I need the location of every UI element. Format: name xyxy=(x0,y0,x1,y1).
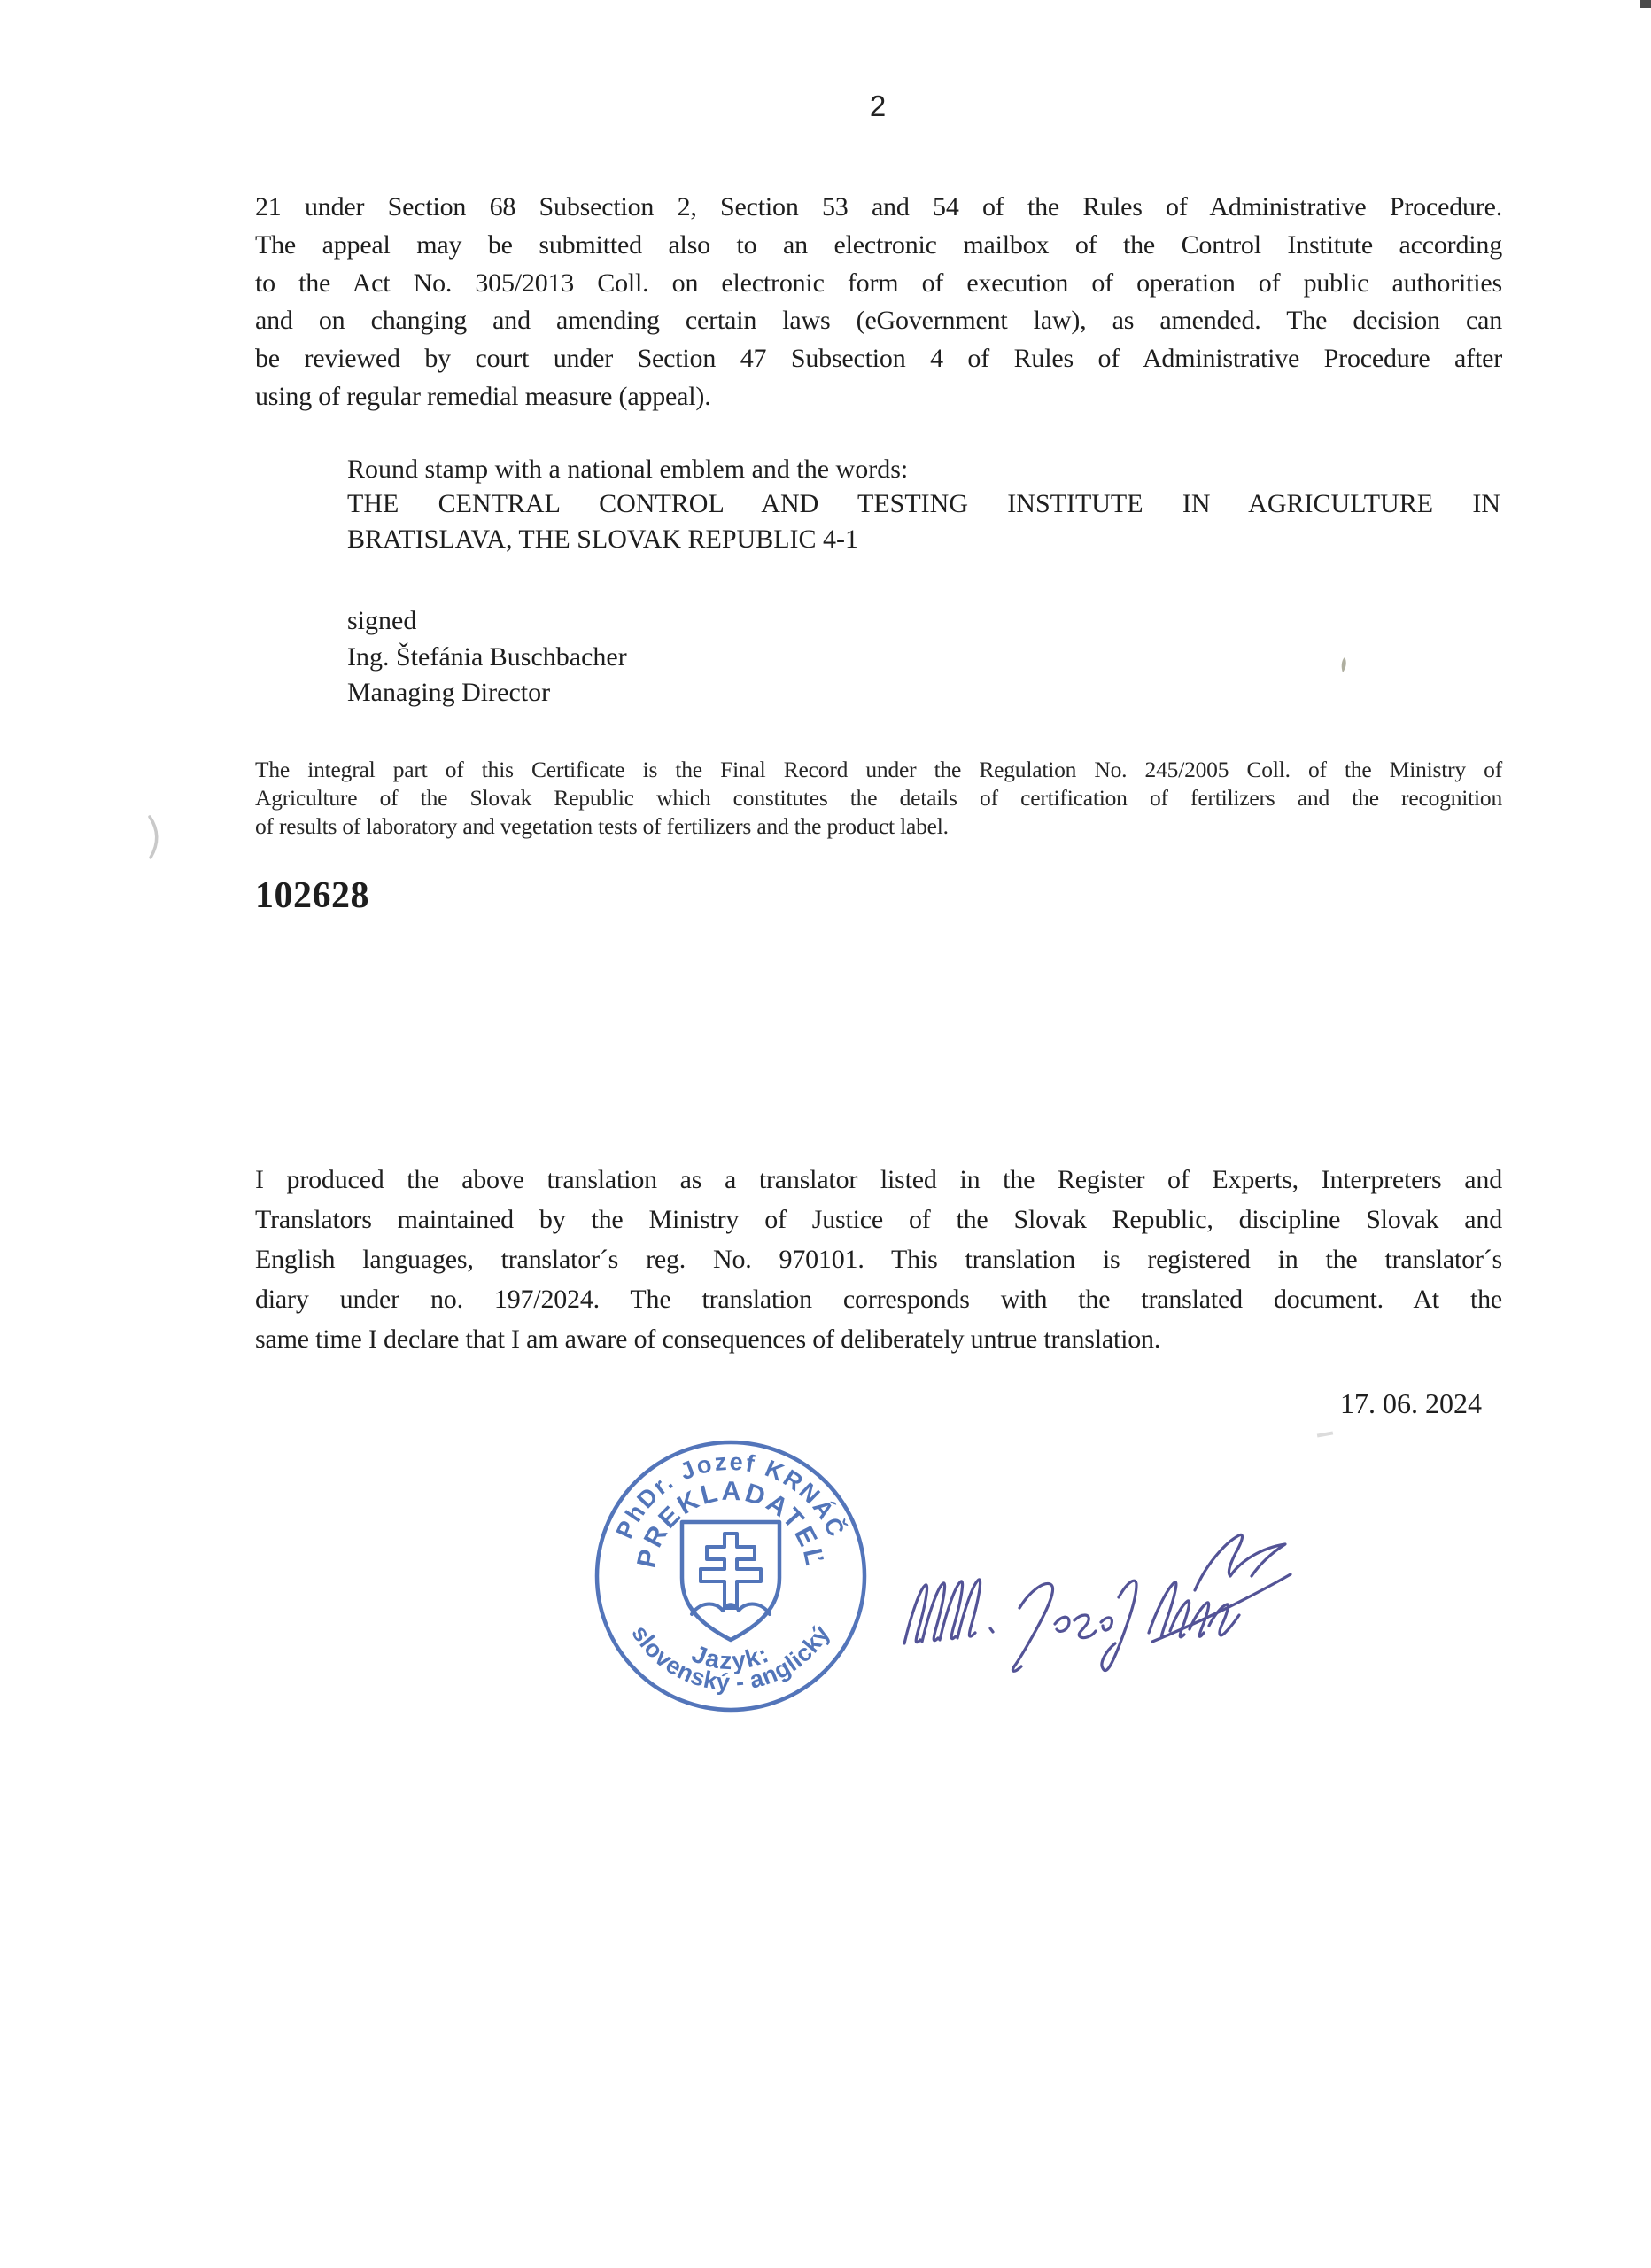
paragraph-line: diary under no. 197/2024. The translation corresponds with the translated document. At the xyxy=(255,1284,1502,1314)
stamp-description-paragraph xyxy=(347,452,1500,556)
paragraph-line: and on changing and amending certain laws (eGovernment law), as amended. The decision can xyxy=(255,306,1502,336)
paragraph-line: using of regular remedial measure (appeal). xyxy=(255,381,711,411)
stamp-language-label: Jazyk: xyxy=(687,1639,774,1675)
paragraph-line: to the Act No. 305/2013 Coll. on electronic form of execution of operation of public authorities xyxy=(255,268,1502,298)
page-number: 2 xyxy=(869,89,887,122)
stamp-outer-ring xyxy=(597,1442,864,1710)
paragraph-line: I produced the above translation as a translator listed in the Register of Experts, Interpreters and xyxy=(255,1165,1502,1194)
scan-artifact-speck xyxy=(1337,656,1350,675)
slovak-emblem-shield xyxy=(682,1522,779,1640)
paragraph-line: 21 under Section 68 Subsection 2, Section 53 and 54 of the Rules of Administrative Procedure. xyxy=(255,192,1502,221)
handwritten-signature xyxy=(890,1491,1315,1699)
signatory-title: Managing Director xyxy=(347,678,551,707)
double-cross-icon xyxy=(701,1534,761,1608)
stamp-languages-arc: slovenský - anglický xyxy=(626,1620,835,1697)
paragraph-line: be reviewed by court under Section 47 Subsection 4 of Rules of Administrative Procedure after xyxy=(255,344,1502,374)
scan-artifact-dash xyxy=(1317,1431,1333,1437)
certificate-note-paragraph xyxy=(255,756,1502,842)
signatory-name: Ing. Štefánia Buschbacher xyxy=(347,641,627,672)
stamp-description-intro: Round stamp with a national emblem and the words: xyxy=(347,454,909,484)
paragraph-line: same time I declare that I am aware of consequences of deliberately untrue translation. xyxy=(255,1324,1161,1354)
scan-artifact-curve xyxy=(145,813,172,863)
translator-round-stamp xyxy=(580,1425,881,1727)
translation-date: 17. 06. 2024 xyxy=(1340,1387,1482,1419)
appeal-paragraph xyxy=(255,189,1502,416)
stamp-description-city: BRATISLAVA, THE SLOVAK REPUBLIC 4-1 xyxy=(347,524,859,554)
paragraph-line: of results of laboratory and vegetation tests of fertilizers and the product label. xyxy=(255,813,949,840)
paragraph-line: Agriculture of the Slovak Republic which constitutes the details of certification of fertilizers and the recognition xyxy=(255,785,1502,812)
signed-label: signed xyxy=(347,606,417,635)
paragraph-line: The appeal may be submitted also to an electronic mailbox of the Control Institute according xyxy=(255,229,1502,260)
signed-block xyxy=(347,603,1144,711)
paragraph-line: English languages, translator´s reg. No. 970101. This translation is registered in the translator´s xyxy=(255,1244,1502,1274)
reference-number: 102628 xyxy=(255,875,369,916)
stamp-description-institute: THE CENTRAL CONTROL AND TESTING INSTITUTE IN AGRICULTURE IN xyxy=(347,489,1500,519)
stamp-role-arc: PREKLADATEĽ xyxy=(632,1476,830,1571)
stamp-name-arc: PhDr. Jozef KRNÁČ xyxy=(610,1448,851,1543)
scan-artifact-corner-mark xyxy=(1640,0,1651,8)
translator-declaration-paragraph xyxy=(255,1161,1502,1360)
three-hills-icon xyxy=(692,1604,770,1614)
paragraph-line: The integral part of this Certificate is the Final Record under the Regulation No. 245/2005 Coll. of the Ministry of xyxy=(255,757,1502,782)
paragraph-line: Translators maintained by the Ministry of Justice of the Slovak Republic, discipline Slovak and xyxy=(255,1204,1502,1234)
